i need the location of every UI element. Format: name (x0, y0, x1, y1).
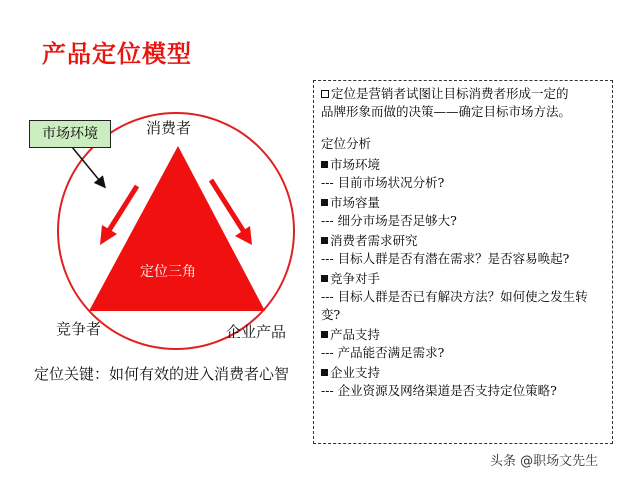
list-item: 竞争对手 --- 目标人群是否已有解决方法？如何使之发生转变? (321, 271, 588, 322)
square-bullet-icon (321, 237, 328, 244)
competitor-label: 竞争者 (56, 320, 102, 338)
hollow-square-bullet-icon (321, 90, 329, 98)
positioning-analysis-panel (313, 80, 613, 444)
list-item: 市场环境 --- 目前市场状况分析? (321, 157, 445, 190)
consumer-label: 消费者 (146, 119, 192, 137)
square-bullet-icon (321, 331, 328, 338)
square-bullet-icon (321, 275, 328, 282)
positioning-triangle-label: 定位三角 (140, 264, 196, 280)
positioning-triangle-diagram (0, 0, 310, 360)
list-item: 消费者需求研究 --- 目标人群是否有潜在需求？是否容易唤起? (321, 233, 570, 266)
square-bullet-icon (321, 199, 328, 206)
positioning-key-text: 定位关键：如何有效的进入消费者心智 (34, 365, 290, 383)
company-product-label: 企业产品 (226, 323, 287, 341)
list-item: 市场容量 --- 细分市场是否足够大? (321, 195, 457, 228)
square-bullet-icon (321, 161, 328, 168)
list-item: 产品支持 --- 产品能否满足需求? (321, 327, 445, 360)
list-item: 企业支持 --- 企业资源及网络渠道是否支持定位策略? (321, 365, 557, 398)
intro-text: 定位是营销者试图让目标消费者形成一定的 品牌形象而做的决策——确定目标市场方法。 (321, 86, 572, 119)
watermark: 头条 @职场文先生 (490, 454, 599, 469)
page-title: 产品定位模型 (42, 40, 192, 68)
red-triangle (89, 146, 265, 311)
section-title: 定位分析 (321, 136, 372, 151)
market-environment-box: 市场环境 (29, 120, 111, 148)
square-bullet-icon (321, 369, 328, 376)
